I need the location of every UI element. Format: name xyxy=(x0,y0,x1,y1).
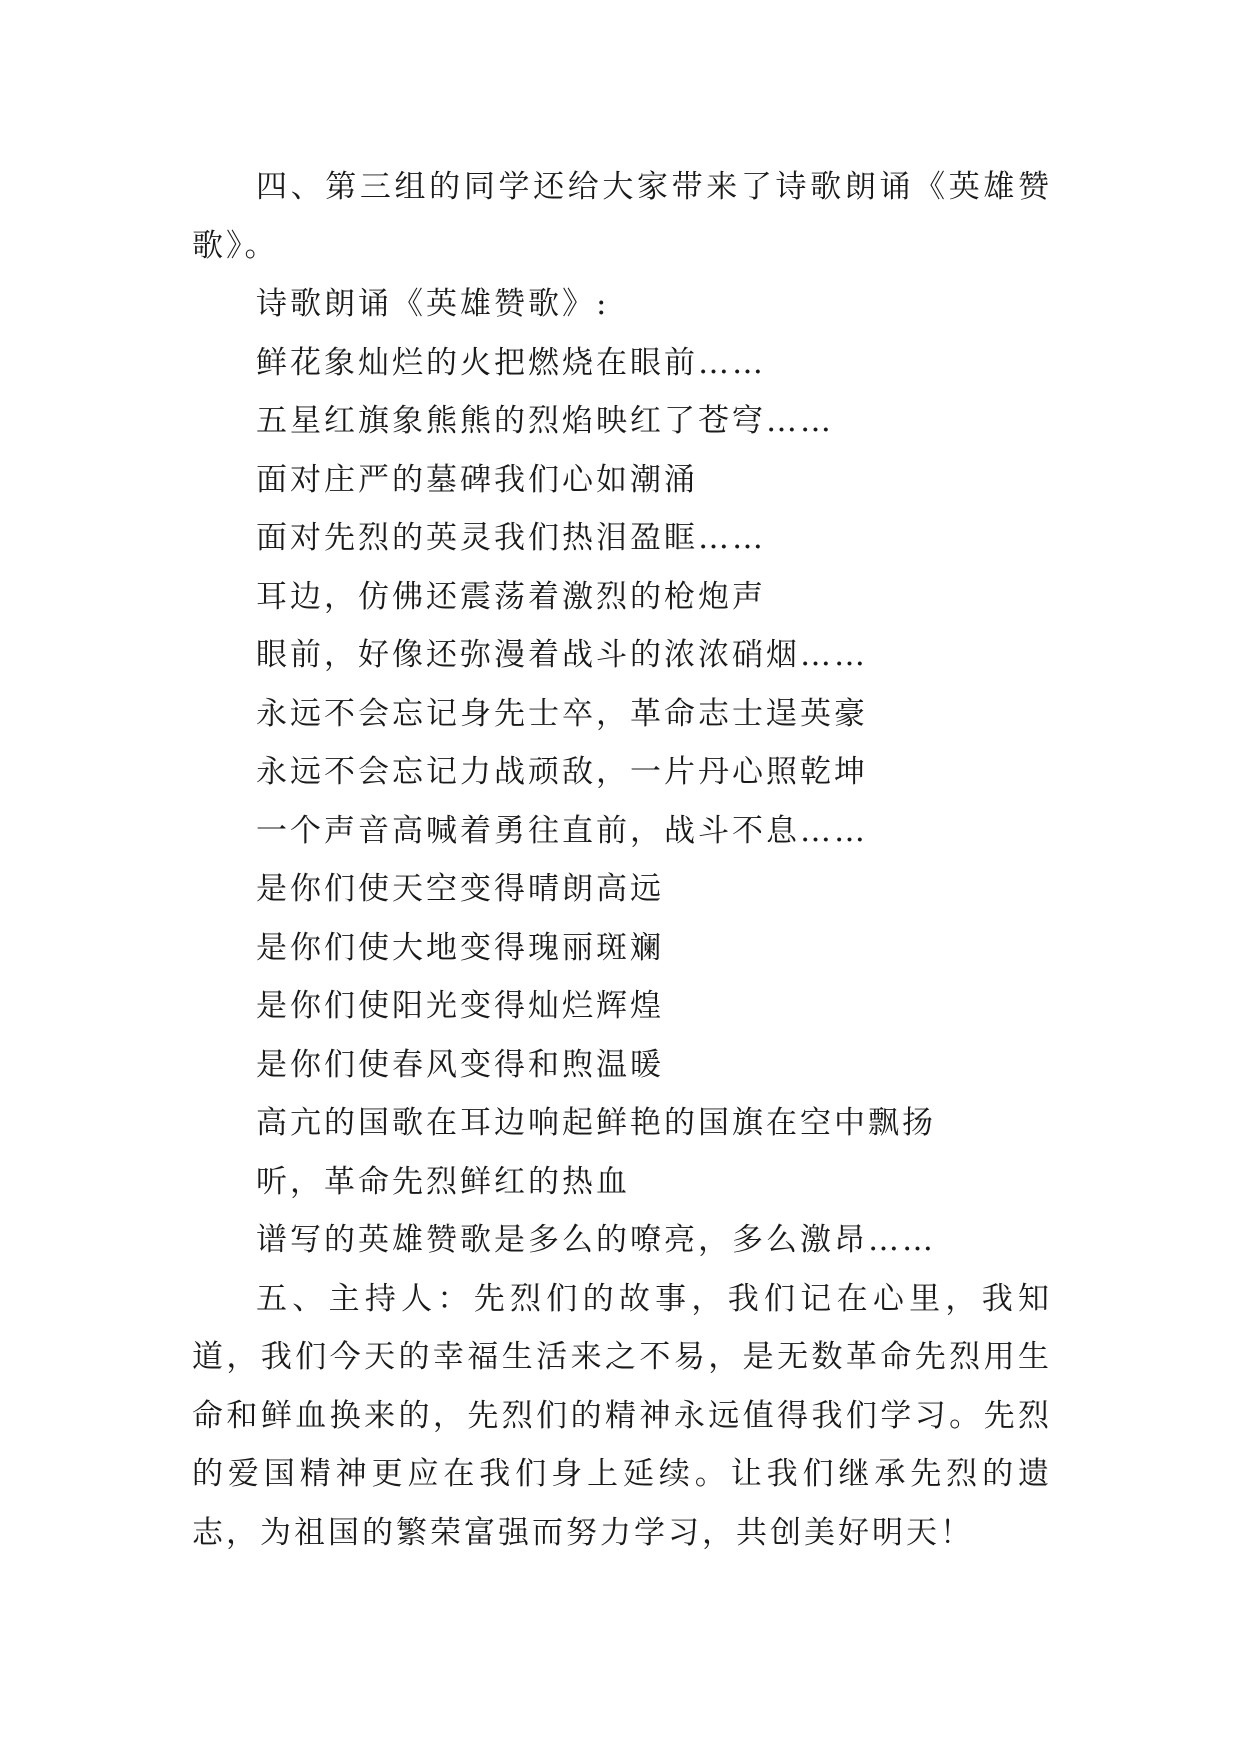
poem-line: 面对庄严的墓碑我们心如潮涌 xyxy=(256,461,698,498)
poem-line: 是你们使阳光变得灿烂辉煌 xyxy=(256,988,664,1024)
poem-line: 眼前，好像还弥漫着战斗的浓浓硝烟…… xyxy=(256,637,868,673)
poem-line: 是你们使春风变得和煦温暖 xyxy=(256,1046,664,1083)
poem-line: 高亢的国歌在耳边响起鲜艳的国旗在空中飘扬 xyxy=(256,1105,936,1141)
section4-intro: 四、第三组的同学还给大家带来了诗歌朗诵《英雄赞歌》。 xyxy=(192,169,1052,264)
poem-line: 是你们使天空变得晴朗高远 xyxy=(256,871,664,907)
poem-heading: 诗歌朗诵《英雄赞歌》: xyxy=(256,286,610,322)
document-body xyxy=(192,158,1052,1562)
poem-line: 耳边，仿佛还震荡着激烈的枪炮声 xyxy=(256,578,766,615)
poem-line: 鲜花象灿烂的火把燃烧在眼前…… xyxy=(256,344,766,381)
poem-line: 一个声音高喊着勇往直前，战斗不息…… xyxy=(256,812,868,849)
poem-line: 永远不会忘记力战顽敌，一片丹心照乾坤 xyxy=(256,754,868,790)
poem-line: 五星红旗象熊熊的烈焰映红了苍穹…… xyxy=(256,403,834,439)
poem-line: 是你们使大地变得瑰丽斑斓 xyxy=(256,929,664,966)
poem-line: 永远不会忘记身先士卒，革命志士逞英豪 xyxy=(256,695,868,732)
section5-paragraph: 五、主持人：先烈们的故事，我们记在心里，我知道，我们今天的幸福生活来之不易，是无数革命先烈用生命和鲜血换来的，先烈们的精神永远值得我们学习。先烈的爱国精神更应在我们身上延续。让我们继承先烈的遗志，为祖国的繁荣富强而努力学习，共创美好明天！ xyxy=(192,1280,1052,1551)
poem-line: 谱写的英雄赞歌是多么的嘹亮，多么激昂…… xyxy=(256,1222,936,1258)
poem xyxy=(192,334,1052,1270)
poem-line: 听，革命先烈鲜红的热血 xyxy=(256,1163,630,1200)
poem-line: 面对先烈的英灵我们热泪盈眶…… xyxy=(256,520,766,556)
